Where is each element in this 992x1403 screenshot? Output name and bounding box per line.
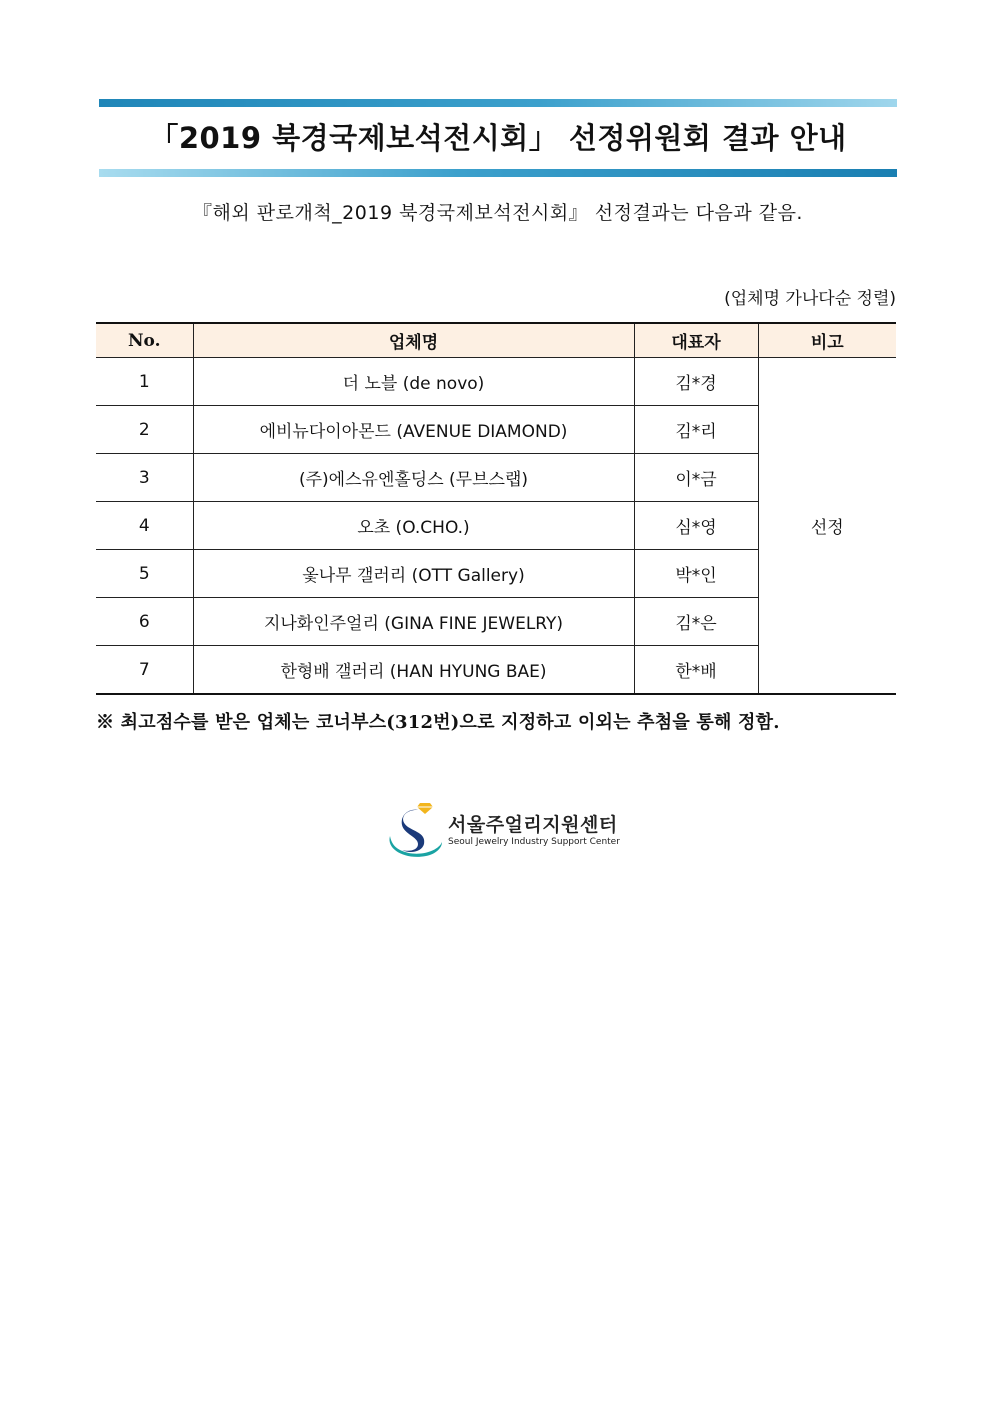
header-representative: 대표자 (634, 323, 758, 358)
cell-company: (주)에스유엔홀딩스 (무브스랩) (193, 454, 634, 502)
cell-company: 지나화인주얼리 (GINA FINE JEWELRY) (193, 598, 634, 646)
cell-representative: 이*금 (634, 454, 758, 502)
cell-representative: 심*영 (634, 502, 758, 550)
cell-no: 6 (96, 598, 193, 646)
logo-name: 서울주얼리지원센터 (448, 814, 618, 836)
organization-logo (386, 800, 626, 862)
cell-no: 7 (96, 646, 193, 695)
cell-no: 2 (96, 406, 193, 454)
title-bar-top (99, 99, 897, 107)
results-table (96, 322, 896, 695)
cell-representative: 박*인 (634, 550, 758, 598)
cell-no: 1 (96, 358, 193, 406)
logo-subtitle: Seoul Jewelry Industry Support Center (448, 837, 620, 847)
title-bar-bottom (99, 169, 897, 177)
sort-note: (업체명 가나다순 정렬) (724, 289, 896, 309)
page-subtitle: 『해외 판로개척_2019 북경국제보석전시회』 선정결과는 다음과 같음. (193, 202, 803, 224)
s-swoosh-diamond-icon (386, 800, 446, 862)
cell-representative: 김*은 (634, 598, 758, 646)
table-header-row (96, 323, 896, 358)
cell-company: 더 노블 (de novo) (193, 358, 634, 406)
footnote: ※ 최고점수를 받은 업체는 코너부스(312번)으로 지정하고 이외는 추첨을 통해 정함. (96, 712, 780, 733)
cell-note: 선정 (758, 358, 896, 695)
cell-no: 5 (96, 550, 193, 598)
cell-company: 오초 (O.CHO.) (193, 502, 634, 550)
cell-representative: 김*리 (634, 406, 758, 454)
cell-no: 4 (96, 502, 193, 550)
header-note: 비고 (758, 323, 896, 358)
table-row (96, 358, 896, 406)
cell-no: 3 (96, 454, 193, 502)
cell-company: 한형배 갤러리 (HAN HYUNG BAE) (193, 646, 634, 695)
cell-representative: 김*경 (634, 358, 758, 406)
page-title: 「2019 북경국제보석전시회」 선정위원회 결과 안내 (149, 121, 847, 155)
cell-company: 에비뉴다이아몬드 (AVENUE DIAMOND) (193, 406, 634, 454)
header-no: No. (96, 323, 193, 358)
cell-company: 옻나무 갤러리 (OTT Gallery) (193, 550, 634, 598)
cell-representative: 한*배 (634, 646, 758, 695)
header-company: 업체명 (193, 323, 634, 358)
